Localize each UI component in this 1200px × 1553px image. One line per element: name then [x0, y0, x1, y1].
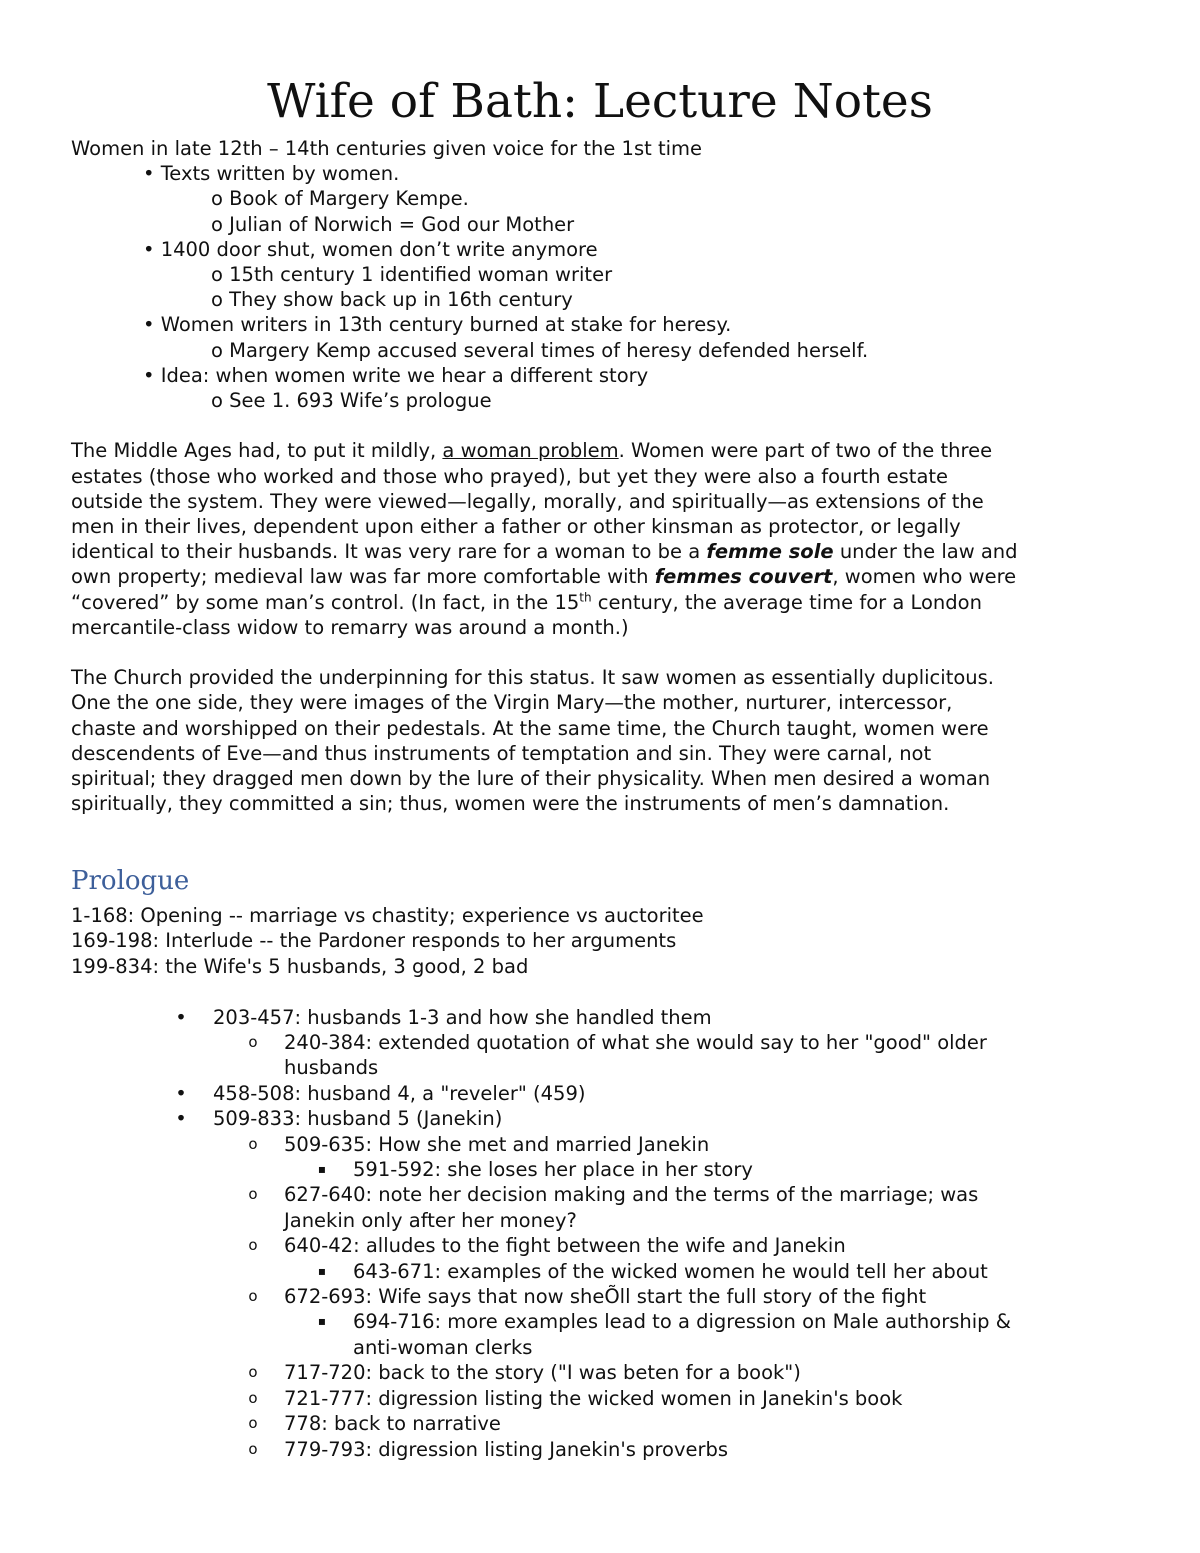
outline-item [71, 1259, 1131, 1284]
paragraph-text: . Women were part of two of the three [618, 439, 993, 463]
paragraph-line: mercantile-class widow to remarry was around a month.) [71, 615, 629, 639]
paragraph-text: , women who were [832, 565, 1017, 589]
outline-item-text: 779-793: digression listing Janekin's proverbs [284, 1437, 729, 1461]
outline-item-text: 640-42: alludes to the fight between the wife and Janekin [284, 1234, 846, 1258]
prologue-summary-line: 1-168: Opening -- marriage vs chastity; experience vs auctoritee [71, 904, 704, 927]
intro-bullet: • Texts written by women. [143, 162, 400, 186]
outline-item-text: 721-777: digression listing the wicked women in Janekin's book [284, 1386, 903, 1410]
outline-item [71, 1182, 1131, 1207]
outline-item [71, 1132, 1131, 1157]
prologue-summary-line: 169-198: Interlude -- the Pardoner responds to her arguments [71, 929, 677, 953]
outline-item-text: 717-720: back to the story ("I was beten for a book") [284, 1361, 801, 1385]
paragraph-line: men in their lives, dependent upon either a father or other kinsman as protector, or legally [71, 515, 961, 539]
italic-term: femme sole [706, 540, 834, 564]
paragraph-line: chaste and worshipped on their pedestals. At the same time, the Church taught, women were [71, 716, 989, 740]
outline-item [71, 1386, 1131, 1411]
outline-item [71, 1335, 1131, 1360]
bullet-marker-icon: o [248, 1414, 258, 1433]
paragraph-line: spiritual; they dragged men down by the lure of their physicality. When men desired a woman [71, 767, 991, 791]
intro-sub-bullet: o They show back up in 16th century [211, 288, 573, 312]
spacer [71, 979, 1131, 1004]
bullet-marker-icon: o [248, 1236, 258, 1255]
outline-item-text: 240-384: extended quotation of what she would say to her "good" older [284, 1031, 987, 1055]
underlined-phrase: a woman problem [442, 439, 619, 463]
document-title: Wife of Bath: Lecture Notes [267, 74, 933, 129]
intro-bullet: • 1400 door shut, women don’t write anymore [143, 237, 598, 261]
bullet-marker-icon: • [175, 1081, 187, 1105]
outline-item [71, 1309, 1131, 1334]
intro-sub-bullet: o Book of Margery Kempe. [211, 187, 469, 211]
paragraph-text: “covered” by some man’s control. (In fact, in the 15 [71, 590, 580, 614]
outline-item-text: 778: back to narrative [284, 1412, 501, 1436]
intro-heading-line: Women in late 12th – 14th centuries given voice for the 1st time [71, 137, 703, 160]
intro-sub-bullet: o 15th century 1 identified woman writer [211, 263, 613, 287]
outline-item-text: Janekin only after her money? [284, 1208, 577, 1232]
prologue-heading: Prologue [71, 866, 190, 896]
paragraph-text: century, the average time for a London [591, 590, 982, 614]
intro-bullet: • Idea: when women write we hear a different story [143, 363, 649, 387]
paragraph-line [71, 564, 1131, 589]
bullet-marker-icon: ▪ [317, 1314, 327, 1329]
paragraph-text: under the law and [833, 540, 1018, 564]
outline-item-text: 458-508: husband 4, a "reveler" (459) [213, 1081, 586, 1105]
bullet-marker-icon: • [175, 1005, 187, 1029]
outline-item-text: 509-833: husband 5 (Janekin) [213, 1107, 503, 1131]
outline-item-text: anti-woman clerks [353, 1335, 533, 1359]
outline-item [71, 1437, 1131, 1462]
outline-item [71, 1030, 1131, 1055]
prologue-summary-line: 199-834: the Wife's 5 husbands, 3 good, 2 bad [71, 954, 529, 978]
intro-section [71, 136, 1131, 816]
paragraph-text: The Middle Ages had, to put it mildly, [71, 439, 443, 463]
bullet-marker-icon: ▪ [317, 1162, 327, 1177]
outline-item [71, 1005, 1131, 1030]
outline-item [71, 1360, 1131, 1385]
paragraph-woman-problem [71, 438, 1131, 640]
intro-sub-bullet: o See 1. 693 Wife’s prologue [211, 389, 492, 413]
intro-bullet: • Women writers in 13th century burned at stake for heresy. [143, 313, 732, 337]
bullet-marker-icon: o [248, 1388, 258, 1407]
paragraph-line: descendents of Eve—and thus instruments of temptation and sin. They were carnal, not [71, 741, 932, 765]
outline-item [71, 1233, 1131, 1258]
paragraph-line: estates (those who worked and those who prayed), but yet they were also a fourth estate [71, 464, 949, 488]
outline-item-text: 203-457: husbands 1-3 and how she handled them [213, 1005, 712, 1029]
paragraph-line [71, 590, 1131, 615]
outline-item [71, 1284, 1131, 1309]
outline-item-text: 627-640: note her decision making and the terms of the marriage; was [284, 1183, 979, 1207]
outline-item [71, 1055, 1131, 1080]
paragraph-line [71, 438, 1131, 463]
prologue-list [71, 1005, 1131, 1462]
bullet-marker-icon: o [248, 1287, 258, 1306]
paragraph-text: own property; medieval law was far more comfortable with [71, 565, 655, 589]
outline-item [71, 1208, 1131, 1233]
outline-item-text: 672-693: Wife says that now sheÕll start the full story of the fight [284, 1285, 927, 1309]
paragraph-line: spiritually, they committed a sin; thus, women were the instruments of men’s damnation. [71, 792, 950, 816]
outline-item-text: 509-635: How she met and married Janekin [284, 1132, 710, 1156]
paragraph-church [71, 665, 1131, 816]
bullet-marker-icon: o [248, 1134, 258, 1153]
outline-item [71, 1157, 1131, 1182]
intro-sub-bullet: o Julian of Norwich = God our Mother [211, 212, 575, 236]
outline-item [71, 1411, 1131, 1436]
paragraph-text: identical to their husbands. It was very rare for a woman to be a [71, 540, 707, 564]
paragraph-line: One the one side, they were images of the Virgin Mary—the mother, nurturer, intercessor, [71, 691, 953, 715]
bullet-marker-icon: o [248, 1185, 258, 1204]
bullet-marker-icon: o [248, 1363, 258, 1382]
outline-item-text: 643-671: examples of the wicked women he would tell her about [353, 1259, 988, 1283]
superscript: th [579, 590, 592, 605]
prologue-outline [71, 903, 1131, 1462]
outline-item-text: 694-716: more examples lead to a digression on Male authorship & [353, 1310, 1011, 1334]
bullet-marker-icon: ▪ [317, 1263, 327, 1278]
bullet-marker-icon: o [248, 1033, 258, 1052]
paragraph-line [71, 539, 1131, 564]
bullet-marker-icon: o [248, 1439, 258, 1458]
outline-item [71, 1106, 1131, 1131]
intro-sub-bullet: o Margery Kemp accused several times of heresy defended herself. [211, 338, 869, 362]
outline-item [71, 1081, 1131, 1106]
italic-term: femmes couvert [654, 565, 833, 589]
bullet-marker-icon: • [175, 1107, 187, 1131]
outline-item-text: husbands [284, 1056, 379, 1080]
outline-item-text: 591-592: she loses her place in her story [353, 1158, 753, 1182]
paragraph-line: The Church provided the underpinning for this status. It saw women as essentially duplicitous. [71, 666, 994, 690]
paragraph-line: outside the system. They were viewed—legally, morally, and spiritually—as extensions of the [71, 489, 984, 513]
